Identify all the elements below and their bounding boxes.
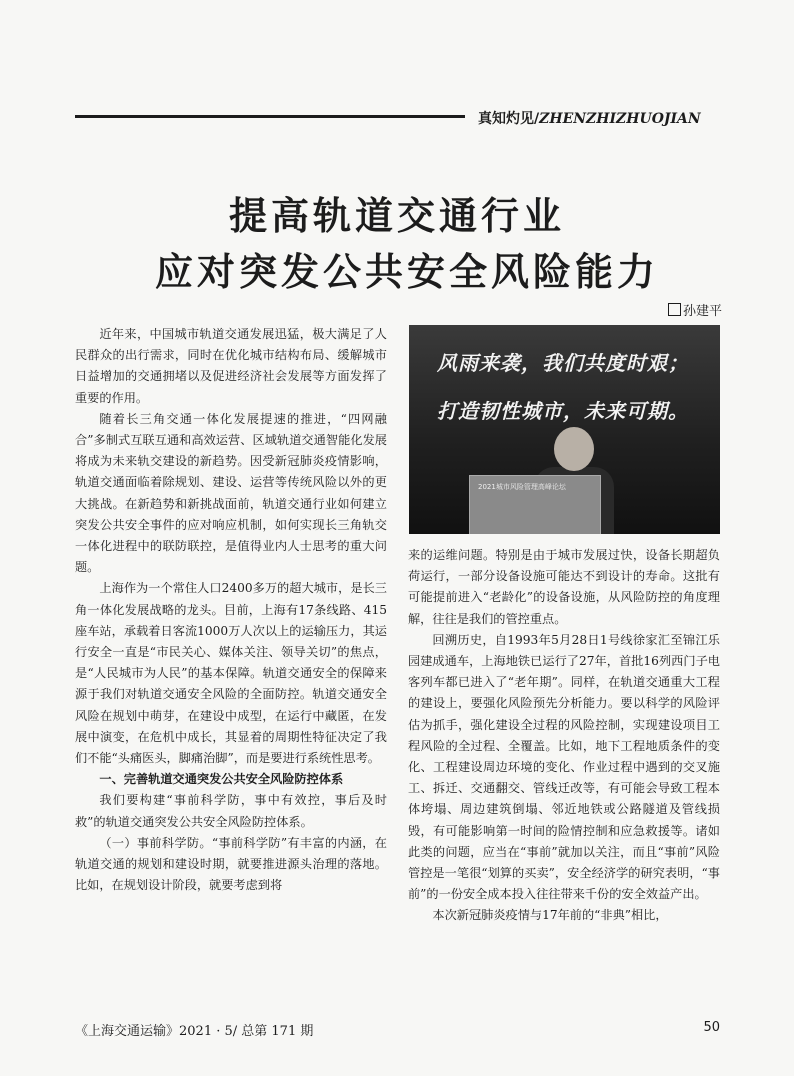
column-separator: / bbox=[534, 111, 540, 127]
column-label bbox=[478, 108, 701, 128]
section-heading: 一、完善轨道交通突发公共安全风险防控体系 bbox=[99, 772, 344, 787]
paragraph: 上海作为一个常住人口2400多万的超大城市，是长三角一体化发展战略的龙头。目前，上海有17条线路、415座车站，承载着日客流1000万人次以上的运输压力，其运行安全一直是“市民关心、媒体关注、领导关切”的焦点，是“人民城市为人民”的基本保障。轨道交通安全的保障来源于我们对轨道交通安全风险的全面防控。轨道交通安全风险在规划中萌芽，在建设中成型，在运行中藏匿，在发展中演变，在危机中成长，其显着的周期性特征决定了我们不能“头痛医头，脚痛治脚”，而是要进行系统性思考。 bbox=[75, 581, 387, 766]
body-column-right bbox=[408, 545, 720, 927]
author-box-icon bbox=[668, 303, 681, 316]
photo-banner-line-2: 打造韧性城市，未来可期。 bbox=[437, 399, 689, 423]
journal-footer: 《上海交通运输》2021 · 5/ 总第 171 期 bbox=[75, 1024, 314, 1039]
paragraph: 近年来，中国城市轨道交通发展迅猛，极大满足了人民群众的出行需求，同时在优化城市结构布局、缓解城市日益增加的交通拥堵以及促进经济社会发展等方面发挥了重要的作用。 bbox=[75, 327, 387, 405]
article-title-line-2: 应对突发公共安全风险能力 bbox=[154, 249, 659, 294]
article-photo bbox=[409, 325, 720, 534]
paragraph-continued: 来的运维问题。特别是由于城市发展过快，设备长期超负荷运行，一部分设备设施可能达不到设计的寿命。这批有可能提前进入“老龄化”的设备设施，从风险防控的角度理解，往往是我们的管控重点。 bbox=[408, 548, 720, 626]
author-byline bbox=[668, 300, 722, 319]
paragraph: 回溯历史，自1993年5月28日1号线徐家汇至锦江乐园建成通车，上海地铁已运行了27年，首批16列西门子电客列车都已进入了“老年期”。同样，在轨道交通重大工程的建设上，要强化风险预先分析能力。要以科学的风险评估为抓手，强化建设全过程的风险控制，实现建设项目工程风险的全过程、全覆盖。比如，地下工程地质条件的变化、工程建设周边环境的变化、作业过程中遇到的交叉施工、拆迁、交通翻交、管线迁改等，有可能会导致工程本体垮塌、周边建筑倒塌、邻近地铁或公路隧道及管线损毁，有可能影响第一时间的险情控制和应急救援等。诸如此类的问题，应当在“事前”就加以关注，而且“事前”风险管控是一笔很“划算的买卖”，安全经济学的研究表明，“事前”的一份安全成本投入往往带来千份的安全效益产出。 bbox=[408, 632, 720, 902]
page-number: 50 bbox=[703, 1020, 720, 1035]
body-column-left bbox=[75, 324, 387, 896]
podium-text: 2021城市风险管理高峰论坛 bbox=[478, 483, 566, 491]
paragraph: 我们要构建“事前科学防，事中有效控，事后及时救”的轨道交通突发公共安全风险防控体系。 bbox=[75, 793, 387, 829]
paragraph: （一）事前科学防。“事前科学防”有丰富的内涵，在轨道交通的规划和建设时期，就要推进源头治理的落地。比如，在规划设计阶段，就要考虑到将 bbox=[75, 835, 387, 893]
column-name-cn: 真知灼见 bbox=[478, 111, 534, 127]
photo-banner-line-1: 风雨来袭，我们共度时艰； bbox=[437, 351, 689, 375]
header-rule bbox=[75, 115, 465, 118]
paragraph: 本次新冠肺炎疫情与17年前的“非典”相比， bbox=[432, 908, 668, 923]
podium bbox=[469, 475, 601, 534]
column-name-en: ZHENZHIZHUOJIAN bbox=[539, 111, 701, 127]
author-name: 孙建平 bbox=[682, 304, 722, 319]
article-title-line-1: 提高轨道交通行业 bbox=[228, 193, 565, 238]
paragraph: 随着长三角交通一体化发展提速的推进，“四网融合”多制式互联互通和高效运营、区域轨道交通智能化发展将成为未来轨交建设的新趋势。因受新冠肺炎疫情影响，轨道交通面临着除规划、建设、运营等传统风险以外的更大挑战。在新趋势和新挑战面前，轨道交通行业如何建立突发公共安全事件的应对响应机制，如何实现长三角轨交一体化进程中的联防联控，是值得业内人士思考的重大问题。 bbox=[75, 411, 387, 575]
speaker-head bbox=[554, 427, 594, 471]
